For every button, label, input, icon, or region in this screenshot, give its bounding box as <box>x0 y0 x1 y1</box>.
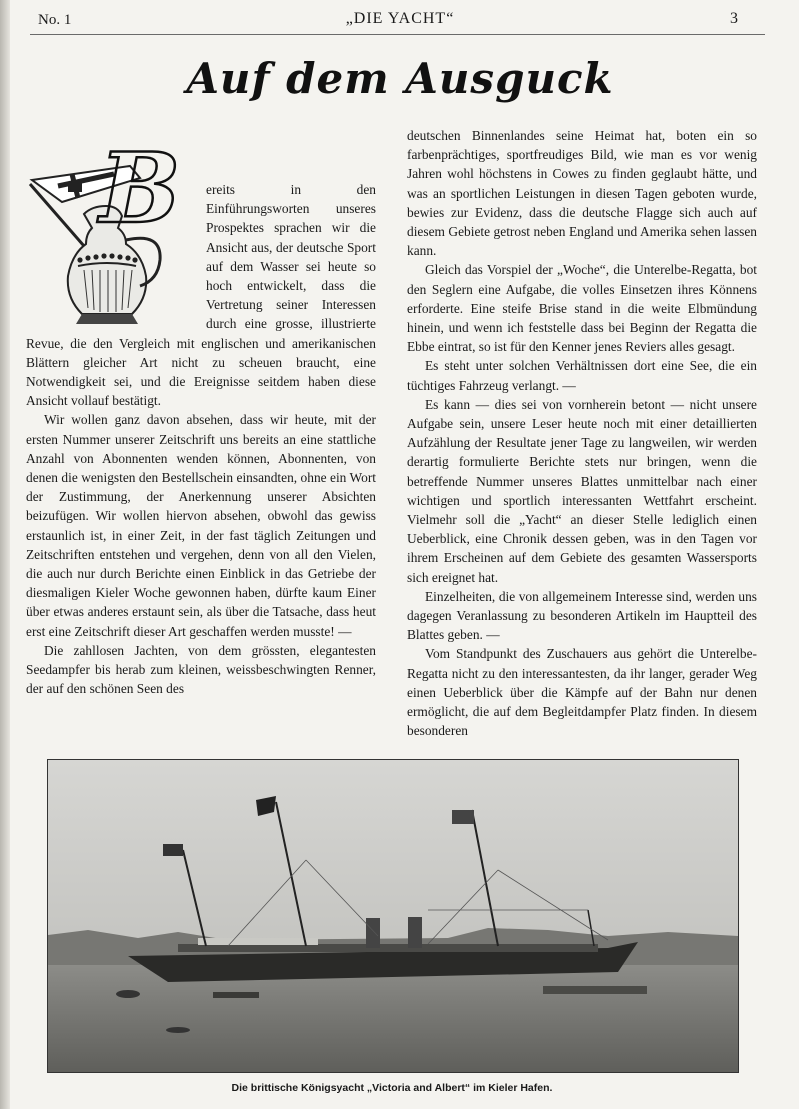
paragraph: Die zahllosen Jachten, von dem grössten, elegantesten Seedampfer bis herab zum kleinen, weissbeschwingten Renner, der auf den schönen Seen des <box>26 642 376 697</box>
drop-cap-letter: B <box>99 136 181 245</box>
journal-title: „DIE YACHT“ <box>345 10 455 27</box>
issue-number: No. 1 <box>38 12 72 28</box>
article-column-right <box>407 126 757 741</box>
paragraph: deutschen Binnenlandes seine Heimat hat, boten ein so farbenprächtiges, sportfreudiges Bild, wie man es vor wenig Jahren wohl höchstens in Cowes zu finden geglaubt hätte, und was an sportlichen Leistungen in diesen Tagen geboten wurde, bewies zur Evidenz, dass die deutsche Flagge sich auch auf diesem Gebiete getrost neben England und Amerika sehen lassen kann. <box>407 128 757 259</box>
paragraph: ereits in den Einführungsworten unseres Prospektes sprachen wir die Ansicht aus, der deutsche Sport auf dem Wasser sei heute so hoch entwickelt, dass die Vertretung seiner Interessen durch eine grosse, illustrierte Revue, die den Vergleich mit englischen und amerikanischen Blättern gleicher Art nicht zu scheuen braucht, eine Notwendigkeit sei, und die Ereignisse seitdem haben diese Ansicht vollauf bestätigt. <box>26 182 376 409</box>
article-column-left <box>26 136 376 698</box>
drop-cap-ewer-illustration <box>22 136 200 328</box>
paragraph: Gleich das Vorspiel der „Woche“, die Unterelbe-Regatta, bot den Seglern eine Aufgabe, die volles Einsetzen ihres Könnens erforderte. Eine steife Brise stand in die weite Elbmündung hinein, und wenn ich feststelle dass bei Beginn der Regatta die Ebbe eintrat, so ist für den Kenner jenes Reviers alles gesagt. <box>407 262 757 355</box>
paragraph: Einzelheiten, die von allgemeinem Interesse sind, werden uns dagegen Veranlassung zu besonderen Artikeln im Hauptteil des Blattes geben. — <box>407 588 757 643</box>
royal-yacht-photograph <box>47 759 739 1073</box>
page-number: 3 <box>730 10 738 27</box>
figure-caption: Die brittische Königsyacht „Victoria and Albert“ im Kieler Hafen. <box>231 1082 553 1094</box>
header-rule <box>30 34 765 35</box>
paragraph: Vom Standpunkt des Zuschauers aus gehört die Unterelbe-Regatta nicht zu den interessantesten, da ihr langer, gerader Weg einen Ueberblick über die Kämpfe auf der Bahn nur denen ermöglicht, die auf dem Begleitdampfer Platz finden. In diesem besonderen <box>407 646 757 739</box>
article-title: Auf dem Ausguck <box>186 54 614 103</box>
yacht-photo-illustration <box>48 760 738 1072</box>
paragraph: Es steht unter solchen Verhältnissen dort eine See, die ein tüchtiges Fahrzeug verlangt. — <box>407 358 757 393</box>
paragraph: Wir wollen ganz davon absehen, dass wir heute, mit der ersten Nummer unserer Zeitschrift uns bereits an eine stattliche Anzahl von Abonnenten wenden können, Abonnenten, von denen die wenigsten den Bestellschein einsandten, ohne ein Wort der Zustimmung, der Anerkennung unserer Absichten beizufügen. Wir wollen hiervon absehen, obwohl das gewiss erstaunlich ist, in einer Zeit, in der fast täglich Zeitungen und Zeitschriften entstehen und vergehen, denn von all den Vielen, die auch nur durch Berichte einen Einblick in das Getriebe der diesmaligen Kieler Woche gewonnen haben, dürfte kaum Einer über etwas anderes erstaunt sein, als über die Tatsache, dass heut erst eine Zeitschrift dieser Art geschaffen werden musste! — <box>26 412 376 639</box>
page-binding-edge <box>0 0 10 1109</box>
paragraph: Es kann — dies sei von vornherein betont — nicht unsere Aufgabe sein, unsere Leser heute noch mit einer detaillierten Aufzählung der Resultate jener Tage zu langweilen, wir werden derartig formulierte Berichte stets nur bringen, wenn die betreffende Nummer unseres Blattes unmittelbar nach einer wichtigen und sportlich interessanten Wettfahrt erscheint. Vielmehr soll die „Yacht“ an dieser Stelle lediglich einen Ueberblick, eine Chronik dessen geben, was in den Tagen vor ihrem Erscheinen auf dem Gebiete des gesamten Wassersports sich ereignet hat. <box>407 396 757 585</box>
